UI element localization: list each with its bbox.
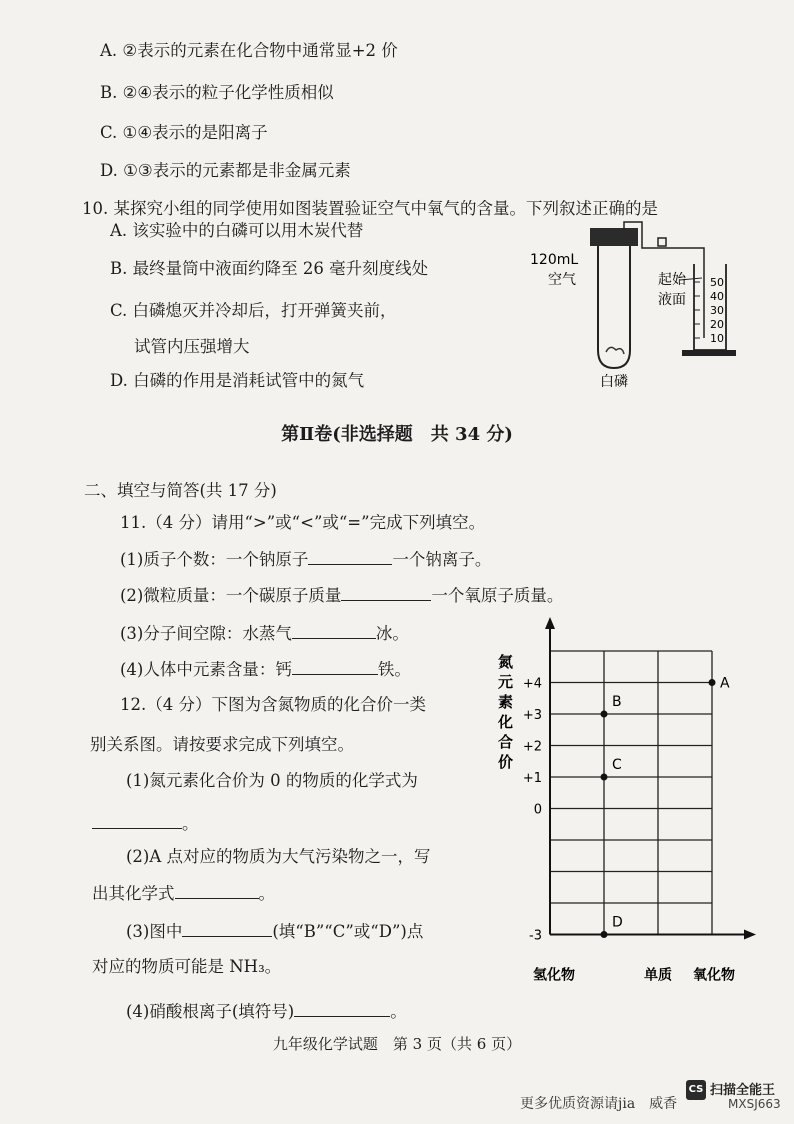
q10-option-c-cont: 试管内压强增大 [134, 337, 250, 356]
q10-option-b: B. 最终量筒中液面约降至 26 毫升刻度线处 [110, 259, 429, 278]
data-point-label-b: B [612, 694, 622, 710]
cylinder-tick-20: 20 [710, 318, 724, 331]
y-tick-label: +3 [522, 708, 542, 723]
q10-option-d: D. 白磷的作用是消耗试管中的氮气 [110, 371, 365, 390]
q11-stem: 11.（4 分）请用“>”或“<”或“=”完成下列填空。 [120, 513, 486, 532]
q11-item-2-text: (2)微粒质量：一个碳原子质量 [120, 586, 342, 605]
chart-xcats [533, 967, 735, 984]
q12-part-3-cont: 对应的物质可能是 NH₃。 [92, 957, 282, 976]
section-2-title: 第Ⅱ卷(非选择题 共 34 分) [281, 424, 513, 445]
q12-blank-4[interactable] [294, 1000, 390, 1017]
q12-part-4-pre: (4)硝酸根离子(填符号) [126, 1002, 295, 1021]
q11-blank-2[interactable] [341, 584, 431, 601]
q9-option-b: B. ②④表示的粒子化学性质相似 [100, 83, 334, 102]
y-axis-arrow-icon [545, 617, 555, 629]
y-tick-label: +2 [522, 739, 542, 755]
cylinder-base [682, 350, 736, 356]
q11-item-1-text: (1)质子个数：一个钠原子 [120, 550, 309, 569]
q12-blank-3[interactable] [182, 920, 272, 937]
q9-option-a: A. ②表示的元素在化合物中通常显+2 价 [100, 41, 398, 60]
q11-item-1 [120, 548, 491, 571]
data-point-label-d: D [612, 914, 623, 931]
q12-part-2-end: 。 [258, 884, 275, 903]
data-point-label-c: C [612, 757, 622, 773]
q12-part-1-end: 。 [182, 814, 199, 833]
valence-chart [480, 615, 780, 984]
q11-item-3 [120, 622, 409, 645]
q9-option-c: C. ①④表示的是阳离子 [100, 123, 268, 142]
label-volume: 120mL [530, 252, 579, 268]
spring-clamp-icon [658, 238, 666, 246]
q12-part-3 [126, 920, 423, 943]
q12-part-4-end: 。 [390, 1002, 407, 1021]
chart-grid [550, 651, 712, 935]
q11-item-3-text: (3)分子间空隙：水蒸气 [120, 624, 292, 643]
cylinder-tick-50: 50 [710, 276, 724, 289]
q12-part-4 [126, 1000, 407, 1023]
data-point-label-a: A [720, 675, 730, 692]
data-point-c [601, 774, 608, 781]
label-air: 空气 [548, 272, 576, 288]
q12-part-2-pre: 出其化学式 [92, 884, 175, 903]
q11-blank-1[interactable] [308, 548, 392, 565]
q12-part-2-answer [92, 882, 275, 905]
x-category-label: 单质 [644, 967, 672, 984]
q12-blank-1[interactable] [92, 812, 182, 829]
q12-stem-1: 12.（4 分）下图为含氮物质的化合价一类 [120, 695, 426, 714]
data-point-a [709, 679, 716, 686]
x-category-label: 氧化物 [693, 967, 735, 984]
q11-blank-3[interactable] [292, 622, 376, 639]
q12-part-3-post: (填“B”“C”或“D”)点 [272, 922, 424, 941]
q10-option-a: A. 该实验中的白磷可以用木炭代替 [110, 221, 364, 240]
q12-stem-2: 别关系图。请按要求完成下列填空。 [90, 735, 354, 754]
scanner-name: 扫描全能王 [710, 1083, 776, 1098]
data-point-d [601, 931, 608, 938]
label-phosphorus: 白磷 [600, 374, 628, 390]
q12-part-1: (1)氮元素化合价为 0 的物质的化学式为 [126, 771, 418, 790]
stopper [590, 228, 638, 246]
chart-axes [545, 617, 756, 940]
q10-option-c: C. 白磷熄灭并冷却后，打开弹簧夹前， [110, 301, 397, 320]
q11-item-3-end: 冰。 [375, 624, 409, 643]
q11-item-2-end: 一个氧原子质量。 [431, 586, 564, 605]
y-tick-label: 0 [533, 802, 542, 818]
q12-part-3-pre: (3)图中 [126, 922, 183, 941]
page-footer: 九年级化学试题 第 3 页（共 6 页） [272, 1035, 522, 1053]
x-axis-arrow-icon [744, 930, 756, 940]
phosphorus-sample [606, 347, 624, 354]
chart-yticks [523, 677, 542, 944]
data-point-b [601, 711, 608, 718]
test-tube [598, 246, 630, 368]
cylinder-tick-40: 40 [710, 290, 724, 303]
chart-ylabel [497, 653, 513, 771]
q12-part-1-answer [92, 812, 199, 835]
y-tick-label: +4 [522, 676, 542, 692]
q9-option-d: D. ①③表示的元素都是非金属元素 [100, 161, 351, 180]
label-start-2: 液面 [658, 292, 686, 308]
bottom-note: 更多优质资源请jia 威香 [520, 1096, 678, 1112]
q11-item-4 [120, 658, 411, 681]
q10-stem: 10. 某探究小组的同学使用如图装置验证空气中氧气的含量。下列叙述正确的是 [82, 199, 658, 218]
label-start-1: 起始 [658, 272, 686, 288]
apparatus-figure [530, 220, 760, 390]
q11-item-4-text: (4)人体中元素含量：钙 [120, 660, 292, 679]
q11-item-2 [120, 584, 563, 607]
y-tick-label: +1 [522, 771, 542, 786]
y-axis-label: 氮元素化合价 [498, 653, 514, 771]
q12-blank-2[interactable] [175, 882, 259, 899]
y-tick-label: -3 [529, 928, 542, 944]
q11-item-4-end: 铁。 [377, 660, 411, 679]
cylinder-tick-30: 30 [710, 304, 724, 317]
scanner-id: MXSJ663 [728, 1097, 781, 1111]
q11-item-1-end: 一个钠离子。 [392, 550, 492, 569]
scanner-logo-icon: CS [686, 1080, 706, 1100]
q12-part-2: (2)A 点对应的物质为大气污染物之一，写 [126, 847, 431, 866]
cylinder-tick-10: 10 [710, 332, 724, 345]
part-2-heading: 二、填空与简答(共 17 分) [84, 481, 277, 500]
chart-points [601, 676, 731, 939]
q11-blank-4[interactable] [292, 658, 378, 675]
x-category-label: 氢化物 [533, 967, 575, 984]
